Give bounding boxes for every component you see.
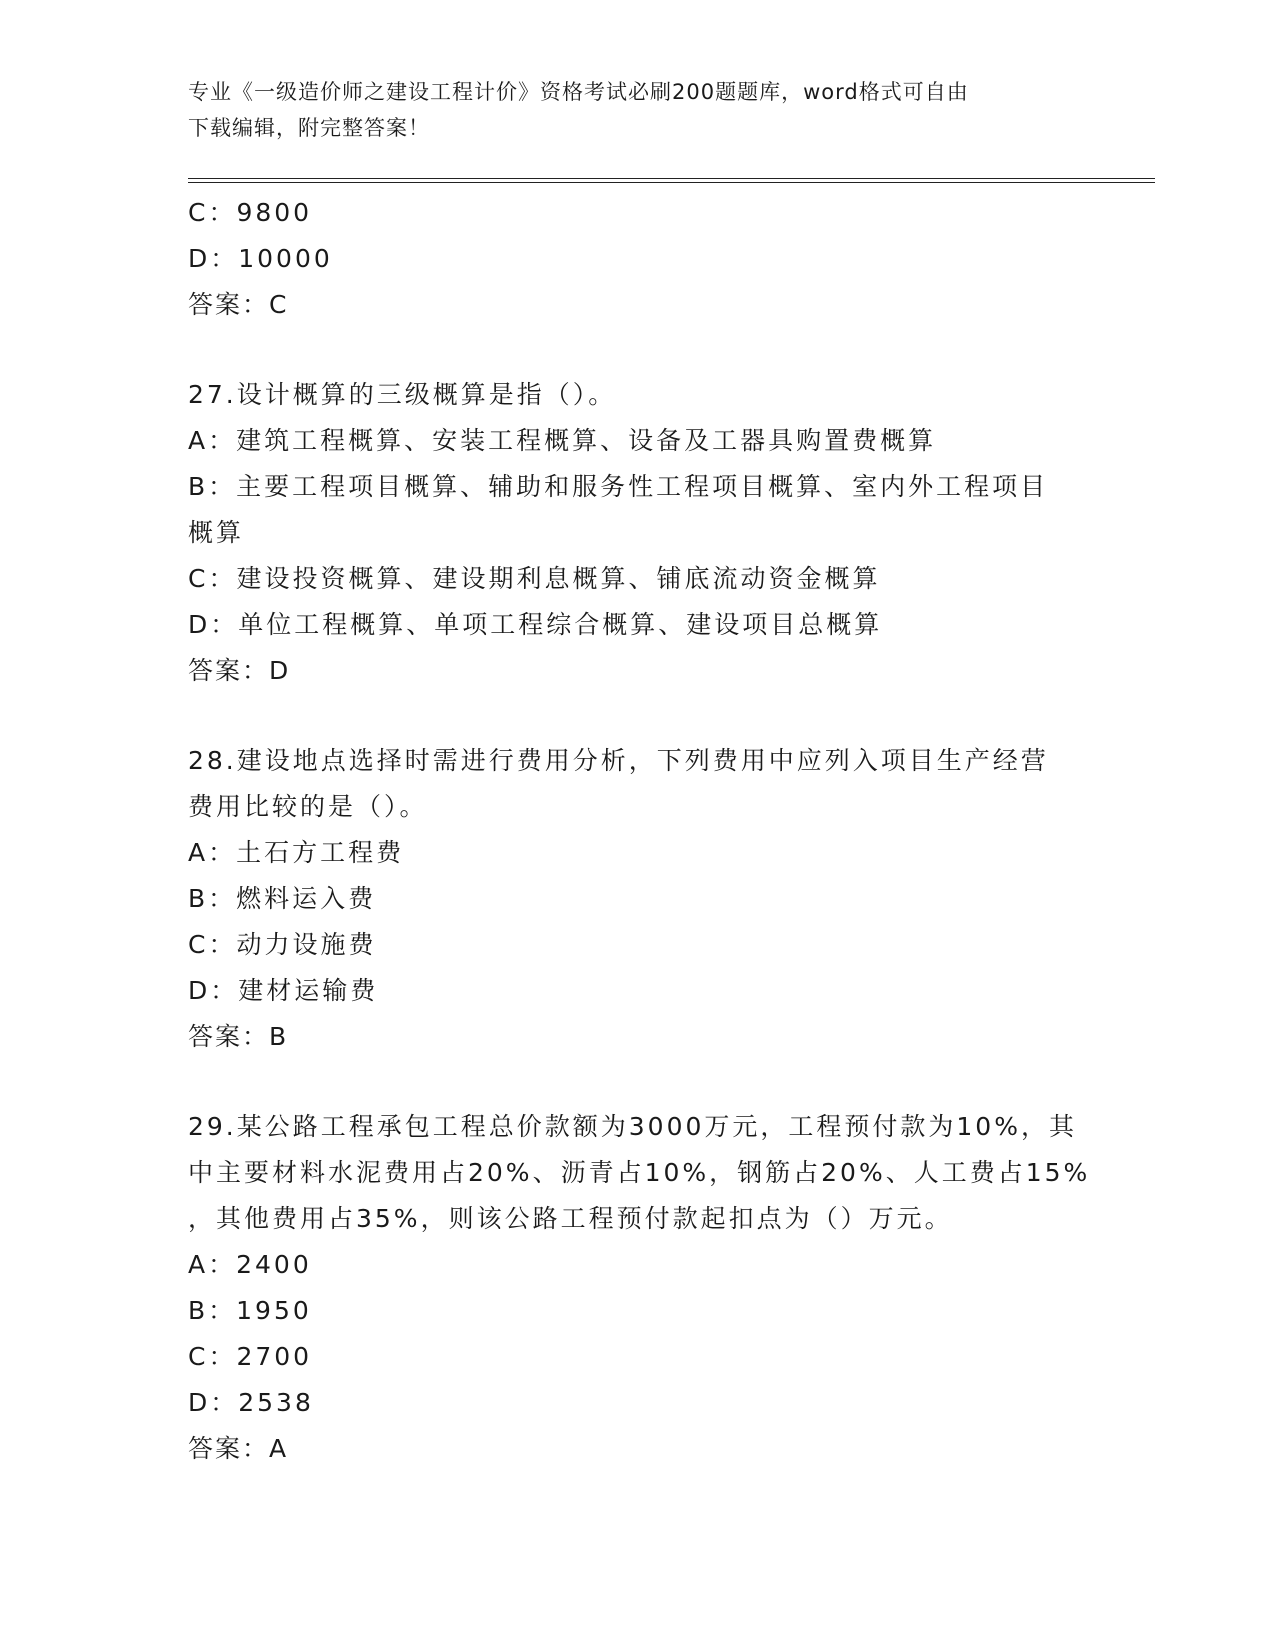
- option-b-continued: 概算: [188, 518, 245, 547]
- question-stem-continued: 费用比较的是（）。: [188, 792, 428, 821]
- header-line-1: 专业《一级造价师之建设工程计价》资格考试必刷200题题库，word格式可自由: [188, 80, 969, 104]
- question-stem-continued: 中主要材料水泥费用占20%、沥青占10%，钢筋占20%、人工费占15%: [188, 1158, 1091, 1187]
- option-d: D：10000: [188, 244, 333, 273]
- option-b: B：1950: [188, 1296, 312, 1325]
- option-d: D：建材运输费: [188, 976, 379, 1005]
- question-28: [188, 738, 1088, 1060]
- question-list: [188, 190, 1091, 1472]
- option-a: A：土石方工程费: [188, 838, 405, 867]
- option-a: A：2400: [188, 1250, 312, 1279]
- header-line-2: 下载编辑，附完整答案！: [188, 116, 430, 140]
- question-gap: [188, 328, 1088, 372]
- option-c: C：2700: [188, 1342, 313, 1371]
- document-header: [188, 74, 1088, 146]
- option-d: D：2538: [188, 1388, 314, 1417]
- option-a: A：建筑工程概算、安装工程概算、设备及工器具购置费概算: [188, 426, 937, 455]
- answer-line: 答案：B: [188, 1022, 289, 1051]
- question-stem: 27.设计概算的三级概算是指（）。: [188, 380, 617, 409]
- answer-line: 答案：A: [188, 1434, 289, 1463]
- question-27: [188, 372, 1088, 694]
- question-26-tail: [188, 190, 1088, 328]
- header-divider-bottom: [188, 182, 1155, 183]
- option-c: C：9800: [188, 198, 313, 227]
- question-gap: [188, 1060, 1088, 1104]
- question-stem: 28.建设地点选择时需进行费用分析，下列费用中应列入项目生产经营: [188, 746, 1049, 775]
- answer-line: 答案：C: [188, 290, 289, 319]
- question-stem-continued: ，其他费用占35%，则该公路工程预付款起扣点为（）万元。: [188, 1204, 953, 1233]
- question-gap: [188, 694, 1088, 738]
- header-divider-top: [188, 178, 1155, 179]
- question-29: [188, 1104, 1091, 1472]
- answer-line: 答案：D: [188, 656, 291, 685]
- option-c: C：动力设施费: [188, 930, 377, 959]
- question-stem: 29.某公路工程承包工程总价款额为3000万元，工程预付款为10%，其: [188, 1112, 1077, 1141]
- option-b: B：主要工程项目概算、辅助和服务性工程项目概算、室内外工程项目: [188, 472, 1049, 501]
- option-c: C：建设投资概算、建设期利息概算、铺底流动资金概算: [188, 564, 881, 593]
- option-d: D：单位工程概算、单项工程综合概算、建设项目总概算: [188, 610, 883, 639]
- option-b: B：燃料运入费: [188, 884, 377, 913]
